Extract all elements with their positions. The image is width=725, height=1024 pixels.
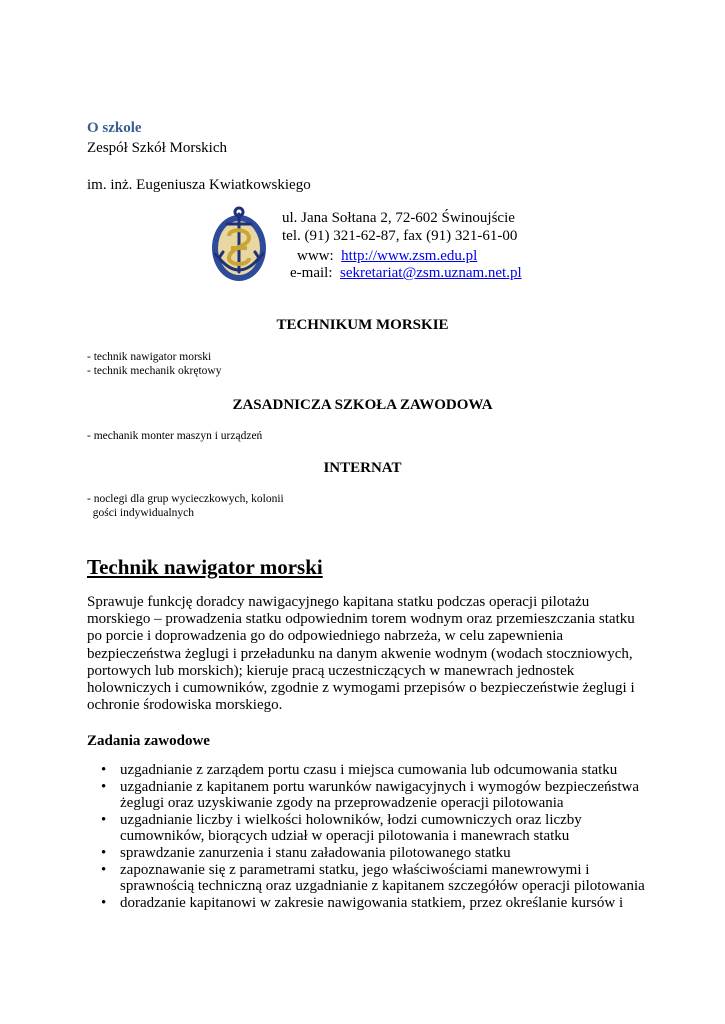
section-description: Sprawuje funkcję doradcy nawigacyjnego kapitana statku podczas operacji pilotażu morskiego – prowadzenia statku odpowiednim torem wodnym oraz przemieszczania statku po porcie i doprowadzenia go do odpowiedniego nabrzeża, w celu zapewnienia bezpieczeństwa żeglugi i przeładunku na danym akwenie wodnym (wodach stoczniowych, portowych lub morskich); kieruje pracą uczestniczących w manewrach jednostek holowniczych i cumowników, zgodnie z wymogami przepisów o bezpieczeństwie żeglugi i ochronie środowiska morskiego. xyxy=(87,594,635,714)
task-text: zapoznawanie się z parametrami statku, jego właściwościami manewrowymi i sprawnością techniczną oraz uzgadnianie z kapitanem szczegółów operacji pilotowania xyxy=(120,861,645,895)
technikum-title: TECHNIKUM MORSKIE xyxy=(276,317,449,333)
task-text: sprawdzanie zanurzenia i stanu załadowania pilotowanego statku xyxy=(120,844,511,861)
contact-phone: tel. (91) 321-62-87, fax (91) 321-61-00 xyxy=(282,228,518,244)
task-text: doradzanie kapitanowi w zakresie nawigowania statkiem, przez określanie kursów i xyxy=(120,894,624,911)
list-item xyxy=(87,779,647,812)
contact-www-row xyxy=(297,248,477,265)
website-link[interactable]: http://www.zsm.edu.pl xyxy=(341,248,478,264)
contact-address: ul. Jana Sołtana 2, 72-602 Świnoujście xyxy=(282,210,515,226)
school-patron: im. inż. Eugeniusza Kwiatkowskiego xyxy=(87,177,311,193)
email-link[interactable]: sekretariat@zsm.uznam.net.pl xyxy=(339,265,522,281)
bullet-icon: • xyxy=(101,861,107,878)
list-item xyxy=(87,762,647,779)
technikum-item: - technik mechanik okrętowy xyxy=(87,365,222,377)
zsz-title: ZASADNICZA SZKOŁA ZAWODOWA xyxy=(232,397,493,413)
bullet-icon: • xyxy=(101,778,107,795)
technikum-item: - technik nawigator morski xyxy=(87,351,212,363)
list-item xyxy=(87,845,647,862)
bullet-icon: • xyxy=(101,844,107,861)
about-heading: O szkole xyxy=(87,120,142,136)
list-item xyxy=(87,812,647,845)
contact-email-label: e-mail: xyxy=(290,265,333,281)
internat-title: INTERNAT xyxy=(323,460,402,476)
school-name: Zespół Szkół Morskich xyxy=(87,140,227,156)
bullet-icon: • xyxy=(101,762,107,778)
list-item xyxy=(87,862,647,895)
list-item xyxy=(87,895,647,912)
section-title: Technik nawigator morski xyxy=(87,555,323,579)
emblem-monogram-bar xyxy=(231,246,247,250)
school-logo-emblem xyxy=(207,206,271,284)
task-text: uzgadnianie liczby i wielkości holowników, łodzi cumowniczych oraz liczby cumowników, biorących udział w operacji pilotowania i manewrach statku xyxy=(120,811,582,845)
zsz-item: - mechanik monter maszyn i urządzeń xyxy=(87,430,263,442)
internat-item: gości indywidualnych xyxy=(87,507,194,519)
contact-www-label: www: xyxy=(297,248,334,264)
task-text: uzgadnianie z kapitanem portu warunków nawigacyjnych i wymogów bezpieczeństwa żeglugi oraz uzyskiwanie zgody na przeprowadzenie operacji pilotowania xyxy=(120,778,639,812)
task-text: uzgadnianie z zarządem portu czasu i miejsca cumowania lub odcumowania statku xyxy=(120,762,618,778)
bullet-icon: • xyxy=(101,811,107,828)
tasks-list xyxy=(87,762,647,911)
contact-email-row xyxy=(290,265,522,282)
internat-item: - noclegi dla grup wycieczkowych, kolonii xyxy=(87,493,284,505)
tasks-title: Zadania zawodowe xyxy=(87,733,210,749)
bullet-icon: • xyxy=(101,894,107,911)
